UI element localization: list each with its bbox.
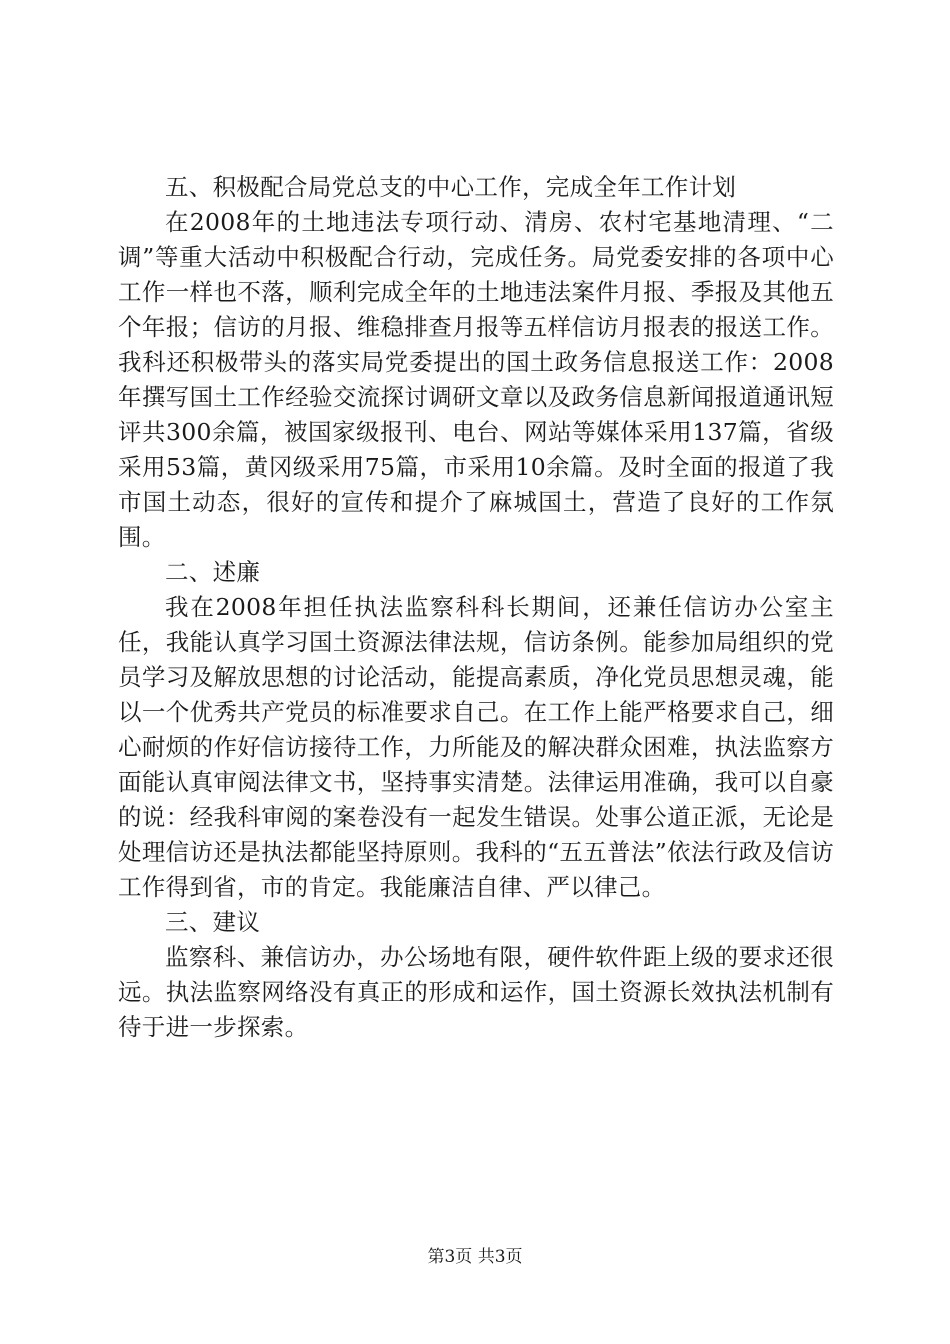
section-heading-integrity: 二、述廉	[165, 558, 261, 586]
section-heading-five: 五、积极配合局党总支的中心工作，完成全年工作计划	[165, 173, 737, 201]
page-number-footer: 第3页 共3页	[427, 1247, 523, 1267]
document-body	[118, 170, 834, 1045]
section-heading-suggestions: 三、建议	[165, 908, 261, 936]
paragraph-integrity: 我在2008年担任执法监察科科长期间，还兼任信访办公室主任，我能认真学习国土资源法律法规，信访条例。能参加局组织的党员学习及解放思想的讨论活动，能提高素质，净化党员思想灵魂，能以一个优秀共产党员的标准要求自己。在工作上能严格要求自己，细心耐烦的作好信访接待工作，力所能及的解决群众困难，执法监察方面能认真审阅法律文书，坚持事实清楚。法律运用准确，我可以自豪的说：经我科审阅的案卷没有一起发生错误。处事公道正派，无论是处理信访还是执法都能坚持原则。我科的“五五普法”依法行政及信访工作得到省，市的肯定。我能廉洁自律、严以律己。	[118, 593, 834, 901]
paragraph-suggestions: 监察科、兼信访办，办公场地有限，硬件软件距上级的要求还很远。执法监察网络没有真正的形成和运作，国土资源长效执法机制有待于进一步探索。	[118, 943, 834, 1041]
paragraph-work-plan: 在2008年的土地违法专项行动、清房、农村宅基地清理、“二调”等重大活动中积极配合行动，完成任务。局党委安排的各项中心工作一样也不落，顺利完成全年的土地违法案件月报、季报及其他五个年报；信访的月报、维稳排查月报等五样信访月报表的报送工作。我科还积极带头的落实局党委提出的国土政务信息报送工作：2008年撰写国土工作经验交流探讨调研文章以及政务信息新闻报道通讯短评共300余篇，被国家级报刊、电台、网站等媒体采用137篇，省级采用53篇，黄冈级采用75篇，市采用10余篇。及时全面的报道了我市国土动态，很好的宣传和提介了麻城国土，营造了良好的工作氛围。	[118, 208, 834, 551]
